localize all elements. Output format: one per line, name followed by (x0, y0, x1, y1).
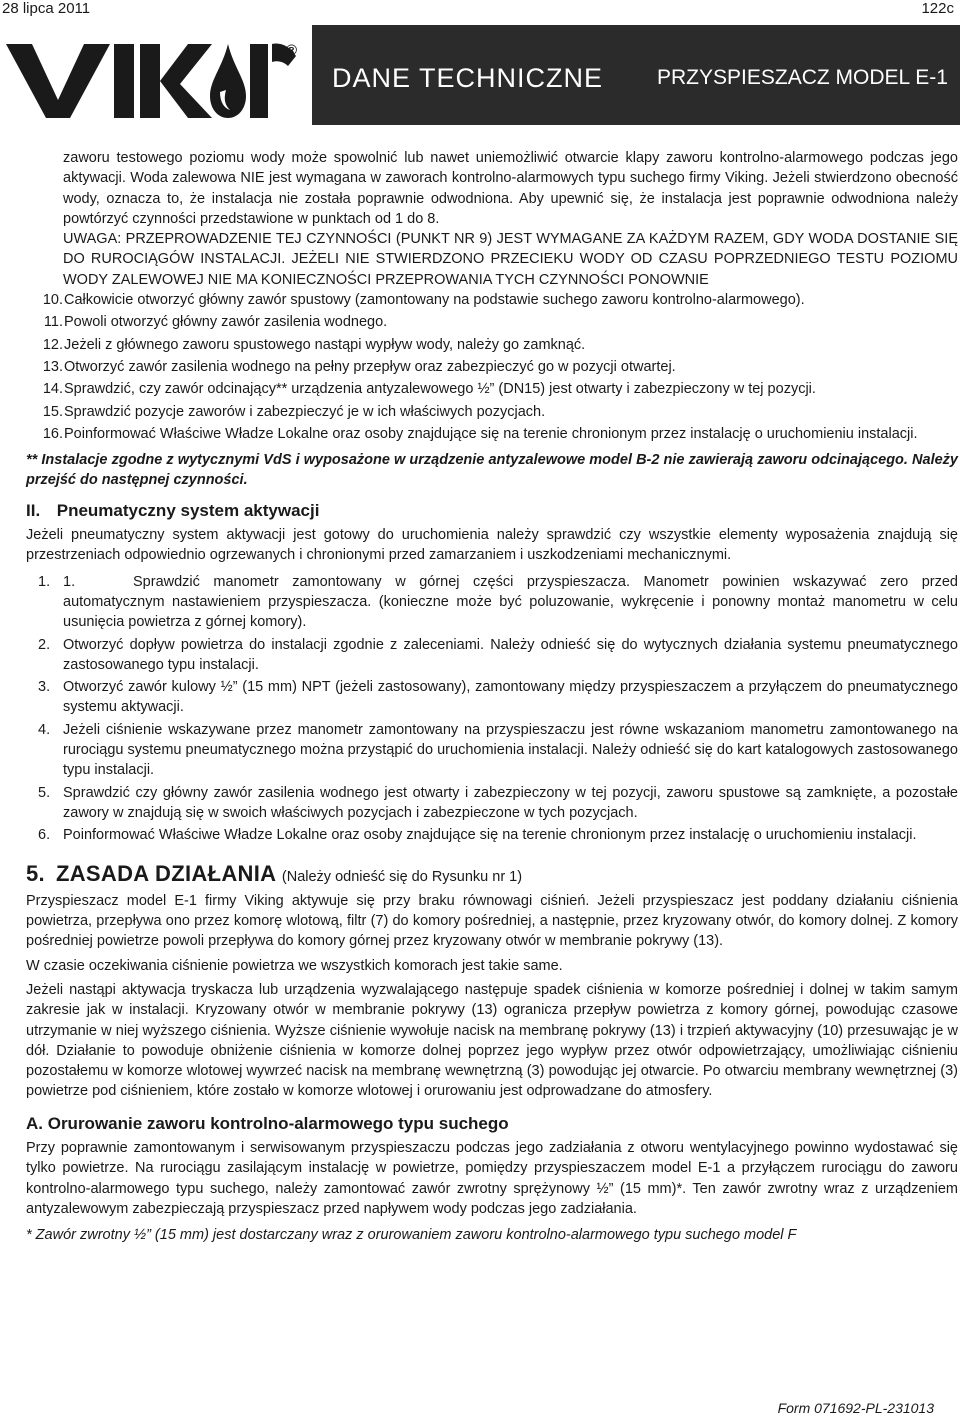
operation-paragraph-3: Jeżeli nastąpi aktywacja tryskacza lub urządzenia wyzwalającego następuje spadek ciśnienia w komorze pośredniej i dolnej w takim samym zakresie jak w instalacji. Kryzowany otwór w membranie pokrywy (13) ogranicza przepływ powietrza z komory górnej, powodując czasowe utrzymanie w niej wyższego ciśnienia. Wyższe ciśnienie wywołuje nacisk na membranę pokrywy (13) i trzpień aktywacyjny (10) przesuwając je w dół. Działanie to powoduje obniżenie ciśnienia w komorze dolnej poprzez jego wypływ przez otwór odpowietrzający, umożliwiając ciśnieniu pozostałemu w komorze wlotowej wywrzeć nacisk na membranę wewnętrzną (3) powodując jej otwarcie. Po otwarciu membrany wewnętrznej (3) powietrze pod ciśnieniem, które zostało w komorze wlotowej i orurowaniu jest odprowadzane do atmosfery. (26, 981, 958, 1100)
form-number: Form 071692-PL-231013 (777, 1400, 934, 1416)
item-text: Sprawdzić czy główny zawór zasilenia wodnego jest otwarty i zabezpieczony w tej pozycji, zaworu spustowe są zamknięte, a pozostałe zawory w znajdują się w swoich właściwych pozycjach i zabezpieczone w tych pozycjach. (63, 784, 958, 821)
publication-date: 28 lipca 2011 (2, 0, 91, 17)
list-item (26, 424, 958, 444)
item-text: Jeżeli ciśnienie wskazywane przez manometr zamontowany na przyspieszaczu jest równe wskazaniom manometru zamontowanego na rurociągu systemu pneumatycznego można przystąpić do uruchomienia instalacji. Należy odnieść się do kart katalogowych zastosowanego typu instalacji. (63, 721, 958, 779)
header-subtitle: PRZYSPIESZACZ MODEL E-1 (657, 66, 948, 89)
list-item (26, 720, 958, 781)
step-text: Sprawdzić pozycje zaworów i zabezpieczyć je w ich właściwych pozycjach. (64, 403, 546, 420)
step-text: Powoli otworzyć główny zawór zasilenia wodnego. (64, 314, 388, 331)
step-number: 14. (42, 381, 63, 398)
step-text: Otworzyć zawór zasilenia wodnego na pełny przepływ oraz zabezpieczyć go w pozycji otwartej. (64, 358, 676, 375)
header-title: DANE TECHNICZNE (332, 63, 604, 93)
steps-list (26, 290, 958, 444)
viking-logo-icon (6, 36, 296, 124)
step-text: Poinformować Właściwe Władze Lokalne oraz osoby znajdujące się na terenie chronionym przez instalację o uruchomieniu instalacji. (64, 425, 918, 442)
main-content (26, 148, 958, 1246)
intro-paragraph: zaworu testowego poziomu wody może spowolnić lub nawet uniemożliwić otwarcie klapy zaworu kontrolno-alarmowego podczas jego aktywacji. Woda zalewowa NIE jest wymagana w zaworach kontrolno-alarmowych typu suchego firmy Viking. Jeżeli stwierdzono obecność wody, oznacza to, że instalacja nie została poprawnie odwodniona. Aby upewnić się, że instalacja jest poprawnie odwodniona należy powtórzyć czynności przedstawione w punktach od 1 do 8. (63, 150, 958, 227)
item-text: Poinformować Właściwe Władze Lokalne oraz osoby znajdujące się na terenie chronionym przez instalację o uruchomieniu instalacji. (63, 827, 917, 844)
list-item (26, 357, 958, 377)
pneumatic-steps-list (26, 572, 958, 846)
list-item (26, 783, 958, 824)
figure-reference: (Należy odnieść się do Rysunku nr 1) (281, 868, 523, 885)
step-text: Sprawdzić, czy zawór odcinający** urządzenia antyzalewowego ½” (DN15) jest otwarty i zabezpieczony w tej pozycji. (64, 381, 816, 398)
item-number: 6. (38, 827, 51, 844)
item-number: 5. (38, 784, 51, 801)
list-item (26, 402, 958, 422)
item-subnumber: 1. (63, 573, 76, 590)
section-title: Pneumatyczny system aktywacji (56, 500, 320, 520)
header-bar (312, 25, 960, 125)
viking-logo (6, 36, 306, 126)
section-ii-intro: Jeżeli pneumatyczny system aktywacji jest gotowy do uruchomienia należy sprawdzić czy wszystkie elementy wyposażenia znajdują się przestrzeniach odpowiednio ogrzewanych i chronionymi przed zamarzaniem i uszkodzeniami mechanicznymi. (26, 527, 958, 564)
list-item (26, 677, 958, 718)
registered-mark: ® (286, 42, 298, 59)
operation-paragraph-2: W czasie oczekiwania ciśnienie powietrza we wszystkich komorach jest takie same. (26, 957, 563, 974)
item-text: Otworzyć zawór kulowy ½” (15 mm) NPT (jeżeli zastosowany), zamontowany między przyspieszaczem a przyłączem do pneumatycznego systemu aktywacji. (63, 679, 958, 716)
list-item (26, 825, 958, 845)
list-item (26, 335, 958, 355)
step-number: 10. (42, 292, 63, 309)
item-text: Otworzyć dopływ powietrza do instalacji zgodnie z zaleceniami. Należy odnieść się do wytycznych działania systemu pneumatycznego zastosowanego typu instalacji. (63, 636, 958, 673)
list-item (26, 635, 958, 676)
section-number: II. (26, 500, 41, 520)
section-ii-heading (26, 501, 958, 521)
step-number: 15. (42, 403, 63, 420)
warning-paragraph: UWAGA: PRZEPROWADZENIE TEJ CZYNNOŚCI (PUNKT NR 9) JEST WYMAGANE ZA KAŻDYM RAZEM, GDY WODA DOSTANIE SIĘ DO RUROCIĄGÓW INSTALACJI. JEŻELI NIE STWIERDZONO PRZECIEKU WODY OD CZASU POPRZEDNIEGO TESTU POZIOMU WODY ZALEWOWEJ NIE MA KONIECZNOŚCI PRZEPROWANIA TYCH CZYNNOŚCI PONOWNIE (63, 231, 958, 288)
step-number: 13. (42, 358, 63, 375)
section-number: 5. (26, 860, 45, 886)
item-number: 2. (38, 636, 51, 653)
step-text: Jeżeli z głównego zaworu spustowego nastąpi wypływ wody, należy go zamknąć. (64, 336, 586, 353)
page-number: 122c (921, 0, 954, 17)
step-number: 12. (42, 336, 63, 353)
operation-paragraph-1: Przyspieszacz model E-1 firmy Viking aktywuje się przy braku równowagi ciśnień. Jeżeli przyspieszacz jest poddany działaniu ciśnienia powietrza, przepływa ono przez komorę wlotową, filtr (7) do komory pośredniej, a następnie, przez kryzowany otwór, do komory dolnej. Z komory pośredniej powietrze powoli przepływa do komory górnej przez kryzowany otwór w membranie pokrywy (13). (26, 892, 958, 950)
item-number: 4. (38, 721, 51, 738)
step-number: 11. (43, 314, 63, 331)
section-5-heading (26, 860, 958, 887)
list-item (26, 290, 958, 310)
section-a-heading: A. Orurowanie zaworu kontrolno-alarmowego typu suchego (26, 1113, 509, 1133)
item-text: Sprawdzić manometr zamontowany w górnej części przyspieszacza. Manometr powinien wskazywać zero przed automatycznym nastawieniem przyspieszacza. (konieczne może być poluzowanie, wykręcenie i ponowny montaż manometru w celu usunięcia powietrza z górnej komory). (63, 573, 958, 631)
list-item (26, 572, 958, 633)
intro-block (26, 148, 958, 290)
item-number: 1. (38, 573, 51, 590)
step-text: Całkowicie otworzyć główny zawór spustowy (zamontowany na podstawie suchego zaworu kontrolno-alarmowego). (64, 292, 805, 309)
step-number: 16. (42, 425, 63, 442)
section-a-paragraph: Przy poprawnie zamontowanym i serwisowanym przyspieszaczu podczas jego zadziałania z otworu wentylacyjnego powinno wydostawać się tylko powietrze. Na rurociągu zasilającym instalację w powietrze, pomiędzy przyspieszaczem model E-1 a przyłączem rurociągu do zaworu kontrolno-alarmowego typu suchego, należy zamontować zawór zwrotny sprężynowy ½” (15 mm)*. Ten zawór zwrotny wraz z urządzeniem antyzalewowym zabezpieczają przyspieszacz przed napływem wody podczas jego zadziałania. (26, 1140, 958, 1217)
item-number: 3. (38, 679, 51, 696)
list-item (26, 379, 958, 399)
vds-note: ** Instalacje zgodne z wytycznymi VdS i wyposażone w urządzenie antyzalewowe model B-2 nie zawierają zaworu odcinającego. Należy przejść do następnej czynności. (26, 452, 958, 489)
list-item (26, 312, 958, 332)
section-title: ZASADA DZIAŁANIA (56, 860, 276, 886)
check-valve-footnote: * Zawór zwrotny ½” (15 mm) jest dostarczany wraz z orurowaniem zaworu kontrolno-alarmowego typu suchego model F (26, 1227, 797, 1244)
